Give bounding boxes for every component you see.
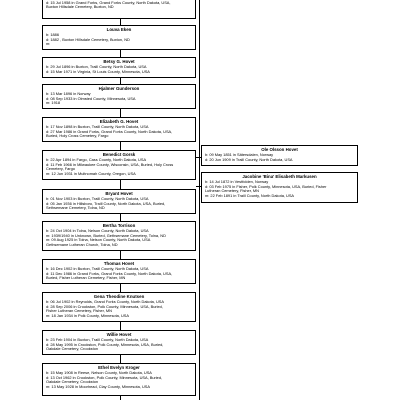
person-detail: Oakdale Cemetery, Crookston bbox=[46, 380, 99, 385]
person-detail: b: 23 Feb 1904 in Buxton, Traill County, North Dakota, USA bbox=[46, 338, 149, 342]
person-detail: b: 24 Oct 1904 in Tolna, Nelson County, North Dakota, USA bbox=[46, 229, 149, 233]
person-name: Willie Hovet bbox=[106, 332, 132, 337]
person-detail: b: 22 Apr 1894 in Fargo, Cass County, North Dakota, USA bbox=[46, 158, 147, 162]
person-detail: b: 16 Dec 1902 in Buxton, Traill County, North Dakota, USA bbox=[46, 267, 149, 271]
person-name: Hjalmer Gunderson bbox=[98, 86, 140, 91]
person-box[interactable] bbox=[42, 221, 196, 251]
person-detail: b: 14 Jul 1872 in Vestfolden, Norway bbox=[205, 180, 269, 184]
person-detail: Cemetery, Fargo bbox=[46, 167, 75, 172]
person-box[interactable] bbox=[42, 259, 196, 284]
person-detail: d: 03 Feb 1975 in Fisher, Polk County, Minnesota, USA, Buried, Fisher bbox=[205, 184, 327, 189]
person-detail: d: 28 May 1995 in Crookston, Polk County, Minnesota, USA, Buried, bbox=[46, 342, 164, 347]
person-detail: m: 18 Jan 1934 in Polk County, Minnesota, USA bbox=[46, 313, 129, 318]
person-detail: Lutheran Cemetery, Fisher, MN bbox=[205, 189, 259, 194]
person-box[interactable] bbox=[42, 189, 196, 214]
person-detail: Sethsemane Cemetery, Tolna, ND bbox=[46, 206, 105, 211]
person-detail: m: 09 Aug 1925 in Tolna, Nelson County, North Dakota, USA bbox=[46, 238, 151, 243]
person-name: Bertha Torrison bbox=[102, 223, 136, 228]
person-detail: m: 22 Feb 1891 in Traill County, North Dakota, USA bbox=[205, 193, 295, 198]
person-detail: d: 11 Dec 1986 in Grand Forks, Grand Forks County, North Dakota, USA, bbox=[46, 271, 173, 276]
person-detail: b: 29 Jul 1896 in Buxton, Traill County, North Dakota, USA bbox=[46, 65, 147, 69]
person-detail: Buxton Hillsdale Cemetery, Buxton, ND bbox=[46, 5, 114, 10]
person-detail: d: 05 Jan 1936 in Hillsboro, Traill County, North Dakota, USA, Buried, bbox=[46, 201, 166, 206]
person-detail: m: 13 May 1928 in Moorhead, Clay County, Minnesota, USA bbox=[46, 384, 150, 389]
person-detail: d: 15 Mar 1971 in Virginia, St Louis County, Minnesota, USA bbox=[46, 69, 150, 74]
person-name: Ethel Evelyn Kroger bbox=[98, 365, 140, 370]
person-box[interactable] bbox=[42, 25, 196, 50]
person-detail: b: 1886 bbox=[46, 33, 59, 37]
person-name: Louva Eken bbox=[106, 27, 132, 32]
person-detail: b: 15 May 1908 in Reese, Nelson County, North Dakota, USA bbox=[46, 371, 152, 375]
person-detail: b: 09 May 1851 in Sätersdalen, Norway bbox=[205, 153, 274, 157]
person-detail: m: 1918 bbox=[46, 101, 61, 106]
person-detail: Fisher Lutheran Cemetery, Fisher, MN bbox=[46, 309, 112, 314]
person-name: Gena Theodine Knutsen bbox=[93, 294, 145, 299]
person-detail: b: 01 Nov 1903 in Buxton, Traill County, North Dakota, USA bbox=[46, 197, 149, 201]
person-detail: Gethsemane Lutheran Church, Tolna, ND bbox=[46, 242, 118, 247]
person-detail: m: 12 Jun 1931 in Multnomah County, Oregon, USA bbox=[46, 171, 136, 176]
person-box[interactable] bbox=[201, 172, 358, 203]
person-box[interactable] bbox=[42, 0, 196, 19]
connector-line bbox=[199, 0, 200, 400]
person-detail: Oakdale Cemetery, Crookston bbox=[46, 347, 99, 352]
person-detail: d: 13 Oct 1962 in Crookston, Polk County, Minnesota, USA, Buried, bbox=[46, 375, 163, 380]
person-box[interactable] bbox=[42, 57, 196, 78]
person-box[interactable] bbox=[42, 292, 196, 322]
person-detail: d: 08 Sep 1933 in Olmsted County, Minnesota, USA bbox=[46, 96, 136, 101]
person-name: Ole Olsson Hovet bbox=[261, 147, 298, 152]
person-box[interactable] bbox=[42, 330, 196, 355]
person-detail: d: 1882 , Buxton Hillsdale Cemetery, Buxton, ND bbox=[46, 37, 130, 42]
person-name: Elizabeth G. Hovet bbox=[99, 119, 139, 124]
person-name: Benedict Gorsk bbox=[102, 152, 136, 157]
person-detail: d: 27 Mar 1986 in Grand Forks, Grand Forks County, North Dakota, USA, bbox=[46, 129, 173, 134]
person-name: Thomas Hovet bbox=[103, 261, 135, 266]
person-detail: d: 20 Jun 1909 in Traill County, North Dakota, USA bbox=[205, 157, 293, 162]
person-detail: d: 15 Jul 1958 in Grand Forks, Grand Forks County, North Dakota, USA, bbox=[46, 0, 171, 5]
person-detail: d: 11 Feb 1966 in Milwaukee County, Wisconsin, USA, Buried, Holy Cross bbox=[46, 162, 174, 167]
person-detail: m: 1939/1940 in Unknown, Buried, Gethsemane Cemetery, Tolna, ND bbox=[46, 233, 166, 238]
person-box[interactable] bbox=[42, 150, 196, 180]
person-name: Betsy G. Hovet bbox=[103, 59, 135, 64]
person-box[interactable] bbox=[201, 145, 358, 166]
person-detail: m: bbox=[46, 42, 51, 47]
person-box[interactable] bbox=[42, 363, 196, 396]
person-detail: b: 13 Mar 1896 in Norway bbox=[46, 92, 91, 96]
person-box[interactable] bbox=[42, 117, 196, 142]
person-detail: Buried, Holy Cross Cemetery, Fargo bbox=[46, 134, 109, 139]
person-detail: d: 28 Sep 2006 in Crookston, Polk County, Minnesota, USA, Buried, bbox=[46, 304, 163, 309]
person-detail: Buried, Fisher Lutheran Cemetery, Fisher, MN bbox=[46, 276, 126, 281]
person-box[interactable] bbox=[42, 84, 196, 109]
person-detail: b: 17 Nov 1898 in Buxton, Traill County, North Dakota, USA bbox=[46, 125, 149, 129]
person-name: Bryant Hovet bbox=[105, 191, 133, 196]
person-name: Jacobine 'Bina' Elisabeth Markusen bbox=[242, 174, 317, 179]
person-detail: b: 06 Jul 1902 in Reynolds, Grand Forks County, North Dakota, USA bbox=[46, 300, 165, 304]
